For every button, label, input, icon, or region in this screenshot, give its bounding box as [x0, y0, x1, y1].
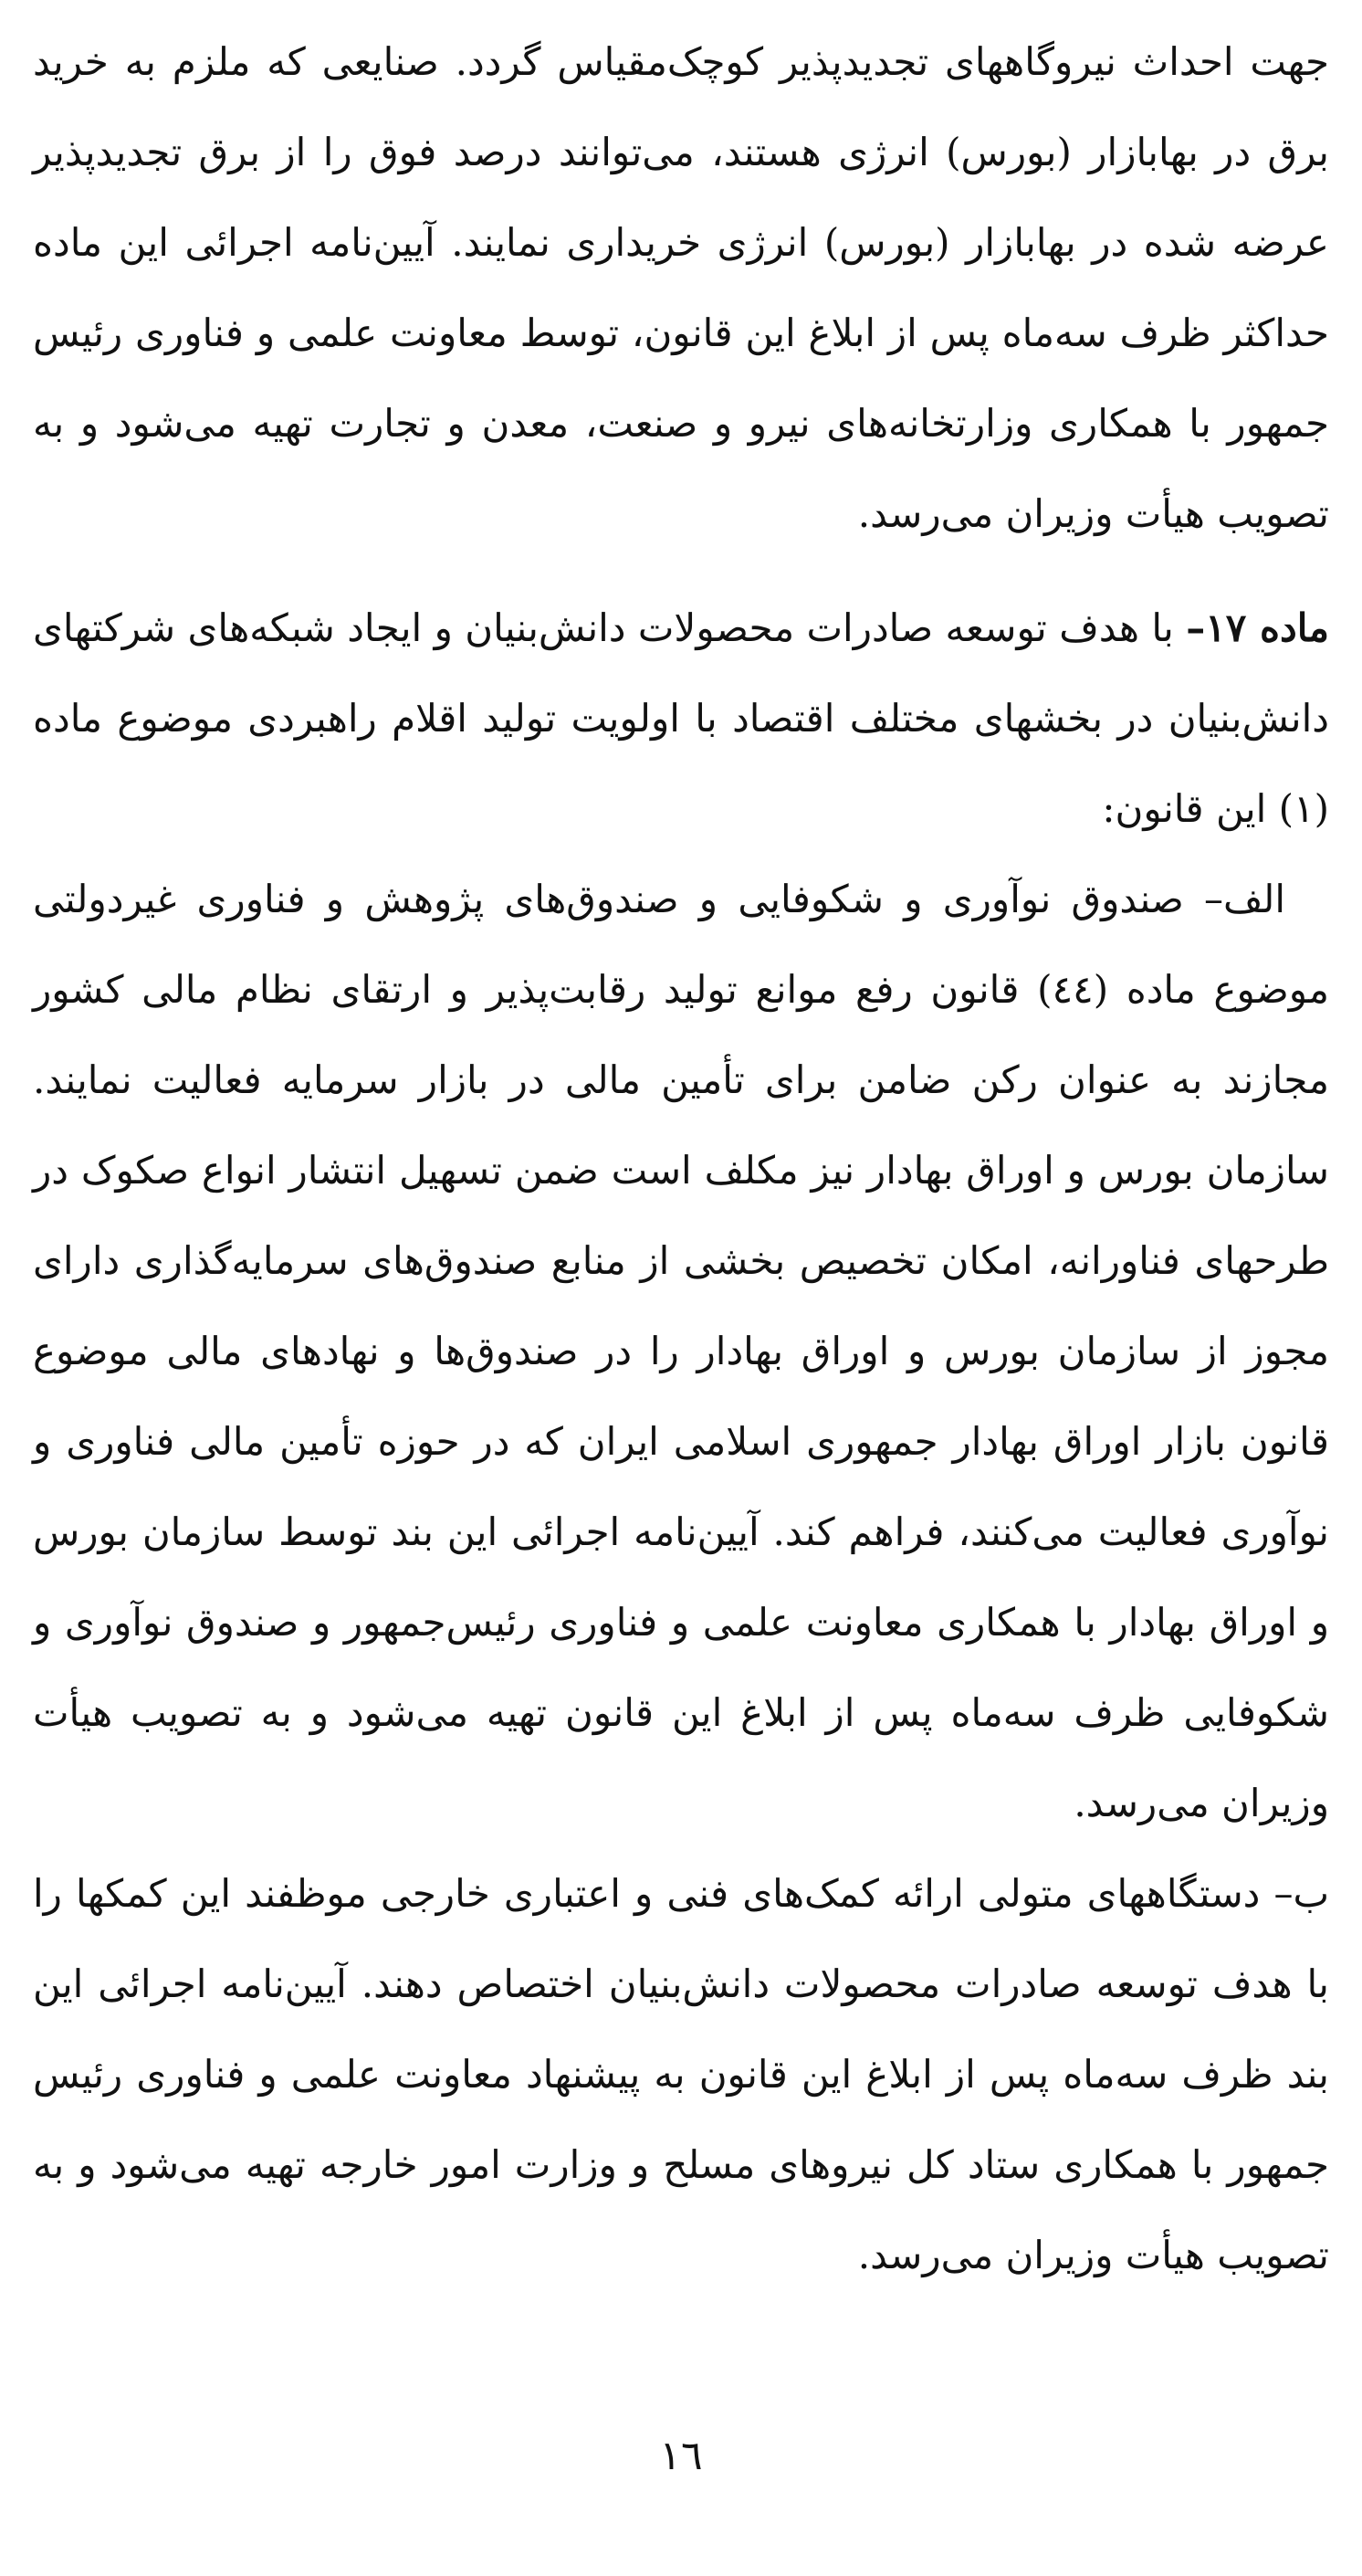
clause-be: ب– دستگاههای متولی ارائه کمک‌های فنی و اعتباری خارجی موظفند این کمکها را با هدف توسعه صادرات محصولات دانش‌بنیان اختصاص دهند. آیین‌نامه اجرائی این بند ظرف سه‌ماه پس از ابلاغ این قانون به پیشنهاد معاونت علمی و فناوری رئیس جمهور با همکاری ستاد کل نیروهای مسلح و وزارت امور خارجه تهیه می‌شود و به تصویب هیأت وزیران می‌رسد.: [33, 1871, 1330, 2277]
clause-alef: الف– صندوق نوآوری و شکوفایی و صندوق‌های پژوهش و فناوری غیردولتی موضوع ماده (٤٤) قانون رفع موانع تولید رقابت‌پذیر و ارتقای نظام مالی کشور مجازند به عنوان رکن ضامن برای تأمین مالی در بازار سرمایه فعالیت نمایند. سازمان بورس و اوراق بهادار نیز مکلف است ضمن تسهیل انتشار انواع صکوک در طرحهای فناورانه، امکان تخصیص بخشی از منابع صندوق‌های سرمایه‌گذاری دارای مجوز از سازمان بورس و اوراق بهادار را در صندوق‌ها و نهادهای مالی موضوع قانون بازار اوراق بهادار جمهوری اسلامی ایران که در حوزه تأمین مالی فناوری و نوآوری فعالیت می‌کنند، فراهم کند. آیین‌نامه اجرائی این بند توسط سازمان بورس و اوراق بهادار با همکاری معاونت علمی و فناوری رئیس‌جمهور و صندوق نوآوری و شکوفایی ظرف سه‌ماه پس از ابلاغ این قانون تهیه می‌شود و به تصویب هیأت وزیران می‌رسد.: [33, 877, 1329, 1825]
article-17-title: ماده ۱۷–: [1186, 605, 1330, 650]
article-17-paragraph: [33, 583, 1329, 854]
page-number: ١٦: [659, 2433, 703, 2479]
document-body: [33, 16, 1329, 2300]
paragraph-renewable-energy: جهت احداث نیروگاههای تجدیدپذیر کوچک‌مقیاس گردد. صنایعی که ملزم به خرید برق در بهابازار (بورس) انرژی هستند، می‌توانند درصد فوق را از برق تجدیدپذیر عرضه شده در بهابازار (بورس) انرژی خریداری نمایند. آیین‌نامه اجرائی این ماده حداکثر ظرف سه‌ماه پس از ابلاغ این قانون، توسط معاونت علمی و فناوری رئیس جمهور با همکاری وزارتخانه‌های نیرو و صنعت، معدن و تجارت تهیه می‌شود و به تصویب هیأت وزیران می‌رسد.: [33, 39, 1330, 536]
article-17-body: با هدف توسعه صادرات محصولات دانش‌بنیان و ایجاد شبکه‌های شرکتهای دانش‌بنیان در بخشهای مختلف اقتصاد با اولویت تولید اقلام راهبردی موضوع ماده (۱) این قانون:: [33, 605, 1329, 831]
